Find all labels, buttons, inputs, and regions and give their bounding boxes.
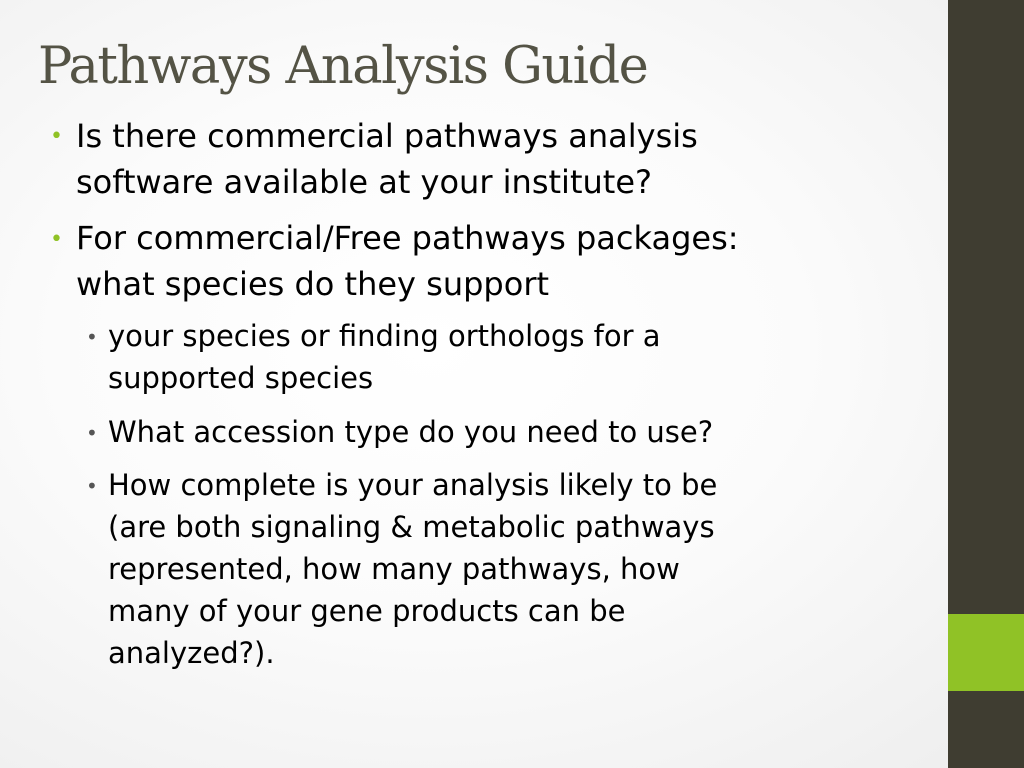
side-accent-block bbox=[948, 614, 1024, 691]
sub-bullet-line: What accession type do you need to use? bbox=[108, 415, 714, 449]
sub-bullet-line: How complete is your analysis likely to be bbox=[108, 468, 718, 502]
sub-bullet-item bbox=[108, 464, 717, 674]
sub-bullet-line: many of your gene products can be bbox=[108, 594, 626, 628]
sub-bullet-line: represented, how many pathways, how bbox=[108, 552, 680, 586]
bullet-item bbox=[76, 215, 739, 307]
slide-title: Pathways Analysis Guide bbox=[38, 37, 648, 96]
sub-bullet-item bbox=[108, 315, 661, 399]
sub-bullet-line: supported species bbox=[108, 361, 374, 395]
sub-bullet-item bbox=[108, 411, 713, 453]
bullet-line: Is there commercial pathways analysis bbox=[76, 117, 698, 155]
sub-bullet-marker: • bbox=[86, 474, 98, 498]
sub-bullet-marker: • bbox=[86, 325, 98, 349]
sub-bullet-line: (are both signaling & metabolic pathways bbox=[108, 510, 715, 544]
sub-bullet-line: analyzed?). bbox=[108, 636, 275, 670]
bullet-line: what species do they support bbox=[76, 265, 550, 303]
bullet-line: software available at your institute? bbox=[76, 163, 652, 201]
bullet-marker: • bbox=[50, 124, 63, 149]
sub-bullet-line: your species or finding orthologs for a bbox=[108, 319, 661, 353]
bullet-line: For commercial/Free pathways packages: bbox=[76, 219, 739, 257]
bullet-item bbox=[76, 113, 698, 205]
bullet-marker: • bbox=[50, 227, 63, 252]
sub-bullet-marker: • bbox=[86, 421, 98, 445]
